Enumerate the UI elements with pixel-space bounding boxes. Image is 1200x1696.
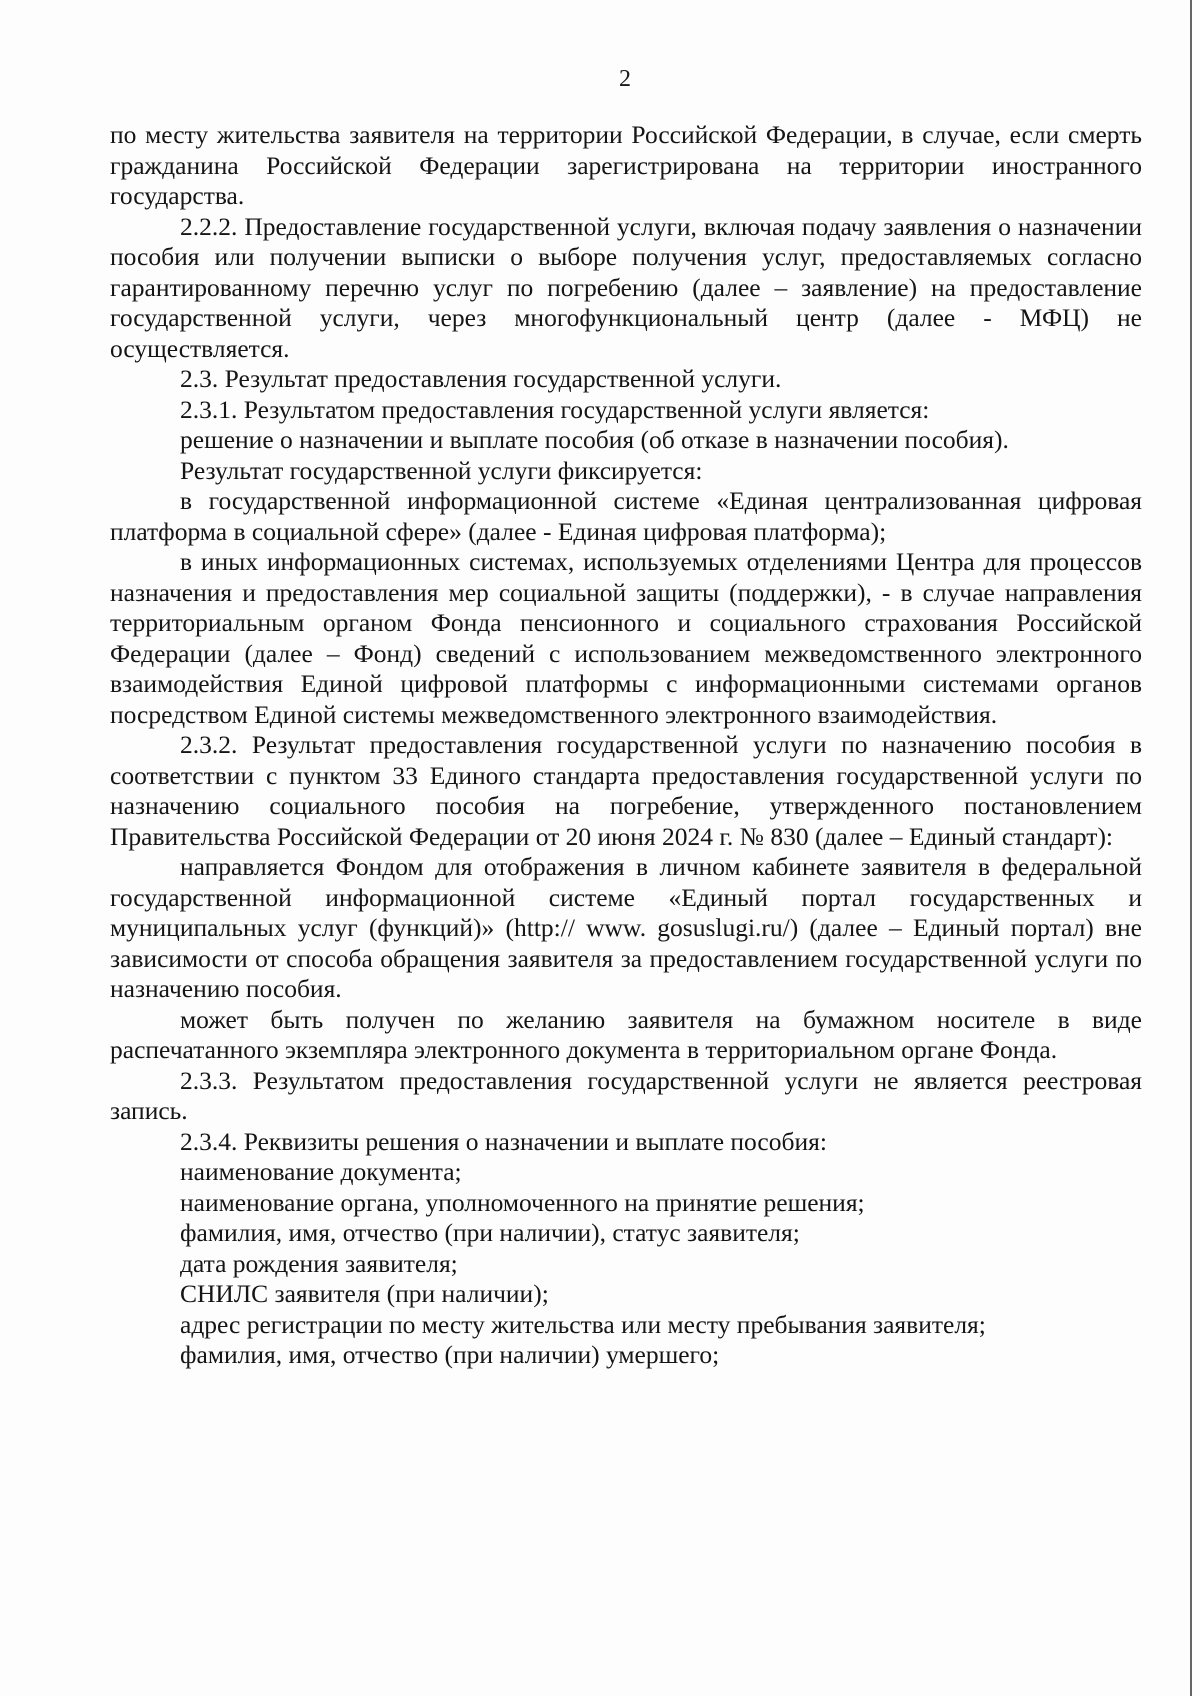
document-body: [110, 120, 1142, 1371]
list-item-deceased-name: фамилия, имя, отчество (при наличии) умершего;: [180, 1340, 720, 1369]
page-number: 2: [619, 66, 631, 92]
list-item-snils: СНИЛС заявителя (при наличии);: [180, 1279, 549, 1308]
list-item-authority-name: наименование органа, уполномоченного на принятие решения;: [180, 1187, 865, 1217]
paragraph-paper-copy: может быть получен по желанию заявителя на бумажном носителе в виде распечатанного экземпляра электронного документа в территориальном органе Фонда.: [110, 1004, 1142, 1064]
list-item-birth-date: дата рождения заявителя;: [180, 1248, 458, 1278]
scan-edge-line: [1190, 0, 1192, 1696]
list-item-applicant-name: фамилия, имя, отчество (при наличии), статус заявителя;: [180, 1218, 800, 1247]
heading-2-3: 2.3. Результат предоставления государственной услуги.: [180, 364, 782, 393]
paragraph-result-decision: решение о назначении и выплате пособия (об отказе в назначении пособия).: [180, 425, 1009, 454]
paragraph-continuation: по месту жительства заявителя на территории Российской Федерации, в случае, если смерть гражданина Российской Федерации зарегистрирована на территории иностранного государства.: [110, 120, 1142, 210]
paragraph-state-info-system: в государственной информационной системе «Единая централизованная цифровая платформа в социальной сфере» (далее - Единая цифровая платформа);: [110, 486, 1142, 546]
paragraph-2-3-4: 2.3.4. Реквизиты решения о назначении и выплате пособия:: [180, 1126, 827, 1156]
list-item-document-name: наименование документа;: [180, 1157, 462, 1186]
paragraph-sent-by-fund: направляется Фондом для отображения в личном кабинете заявителя в федеральной государственной информационной системе «Единый портал государственных и муниципальных услуг (функций)» (http:// www. gosuslugi.ru/) (далее – Единый портал) вне зависимости от способа обращения заявителя за предоставлением государственной услуги по назначению пособия.: [110, 852, 1142, 1003]
paragraph-result-recorded: Результат государственной услуги фиксируется:: [180, 455, 703, 485]
paragraph-2-3-2: 2.3.2. Результат предоставления государственной услуги по назначению пособия в соответствии с пунктом 33 Единого стандарта предоставления государственной услуги по назначению социального пособия на погребение, утвержденного постановлением Правительства Российской Федерации от 20 июня 2024 г. № 830 (далее – Единый стандарт):: [110, 730, 1142, 851]
paragraph-2-3-1: 2.3.1. Результатом предоставления государственной услуги является:: [180, 394, 930, 424]
paragraph-2-3-3: 2.3.3. Результатом предоставления государственной услуги не является реестровая запись.: [110, 1065, 1142, 1125]
list-item-address: адрес регистрации по месту жительства или месту пребывания заявителя;: [180, 1309, 986, 1339]
paragraph-2-2-2: 2.2.2. Предоставление государственной услуги, включая подачу заявления о назначении пособия или получении выписки о выборе получения услуг, предоставляемых согласно гарантированному перечню услуг по погребению (далее – заявление) на предоставление государственной услуги, через многофункциональный центр (далее - МФЦ) не осуществляется.: [110, 211, 1142, 363]
paragraph-other-info-systems: в иных информационных системах, используемых отделениями Центра для процессов назначения и предоставления мер социальной защиты (поддержки), - в случае направления территориальным органом Фонда пенсионного и социального страхования Российской Федерации (далее – Фонд) сведений с использованием межведомственного электронного взаимодействия Единой цифровой платформы с информационными системами органов посредством Единой системы межведомственного электронного взаимодействия.: [110, 547, 1142, 729]
